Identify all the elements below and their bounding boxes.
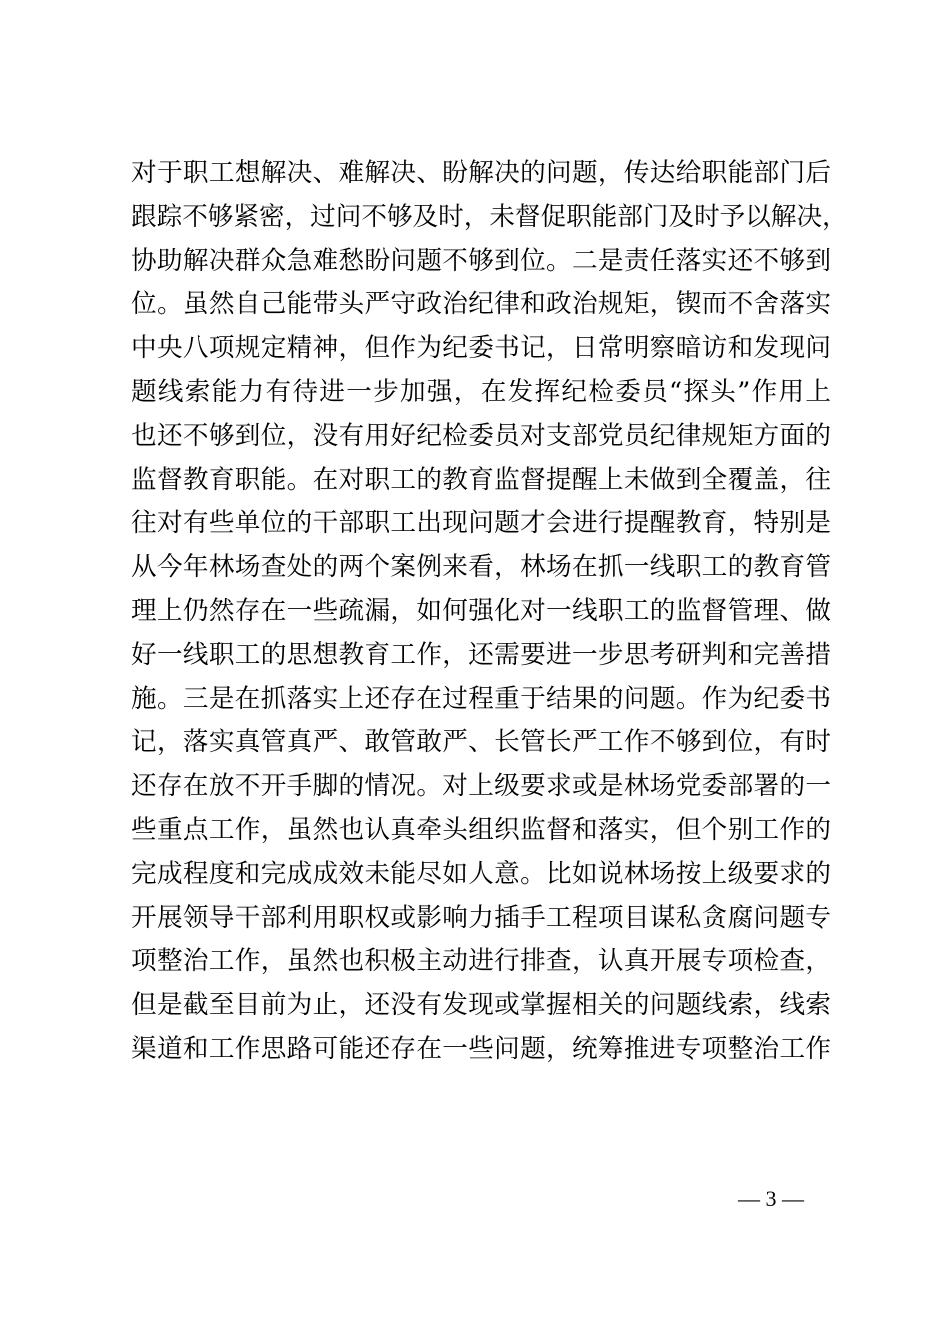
text-line: 题线索能力有待进一步加强，在发挥纪检委员“探头”作用上 xyxy=(131,376,831,407)
text-line: 中央八项规定精神，但作为纪委书记，日常明察暗访和发现问 xyxy=(131,333,831,364)
text-line: 施。三是在抓落实上还存在过程重于结果的问题。作为纪委书 xyxy=(131,683,831,714)
text-line: 项整治工作，虽然也积极主动进行排查，认真开展专项检查， xyxy=(131,946,831,977)
text-line: 跟踪不够紧密，过问不够及时，未督促职能部门及时予以解决， xyxy=(131,201,848,232)
text-line: 开展领导干部利用职权或影响力插手工程项目谋私贪腐问题专 xyxy=(131,902,831,933)
text-line: 记，落实真管真严、敢管敢严、长管长严工作不够到位，有时 xyxy=(131,727,831,758)
text-line: 些重点工作，虽然也认真牵头组织监督和落实，但个别工作的 xyxy=(131,814,831,845)
page-number: — 3 — xyxy=(738,1186,804,1211)
text-line: 也还不够到位，没有用好纪检委员对支部党员纪律规矩方面的 xyxy=(131,420,831,451)
text-line: 但是截至目前为止，还没有发现或掌握相关的问题线索，线索 xyxy=(131,990,831,1021)
text-line: 还存在放不开手脚的情况。对上级要求或是林场党委部署的一 xyxy=(131,771,831,802)
text-line: 监督教育职能。在对职工的教育监督提醒上未做到全覆盖，往 xyxy=(131,464,831,495)
text-line: 渠道和工作思路可能还存在一些问题，统筹推进专项整治工作 xyxy=(131,1033,831,1064)
text-line: 好一线职工的思想教育工作，还需要进一步思考研判和完善措 xyxy=(131,639,831,670)
body-paragraph xyxy=(131,152,848,1072)
text-line: 从今年林场查处的两个案例来看，林场在抓一线职工的教育管 xyxy=(131,552,831,583)
text-line: 往对有些单位的干部职工出现问题才会进行提醒教育，特别是 xyxy=(131,508,831,539)
text-line: 理上仍然存在一些疏漏，如何强化对一线职工的监督管理、做 xyxy=(131,595,831,626)
text-line: 对于职工想解决、难解决、盼解决的问题，传达给职能部门后 xyxy=(131,158,831,188)
text-line: 位。虽然自己能带头严守政治纪律和政治规矩，锲而不舍落实 xyxy=(131,289,831,320)
text-line: 协助解决群众急难愁盼问题不够到位。二是责任落实还不够到 xyxy=(131,245,831,276)
text-line: 完成程度和完成成效未能尽如人意。比如说林场按上级要求的 xyxy=(131,858,831,889)
